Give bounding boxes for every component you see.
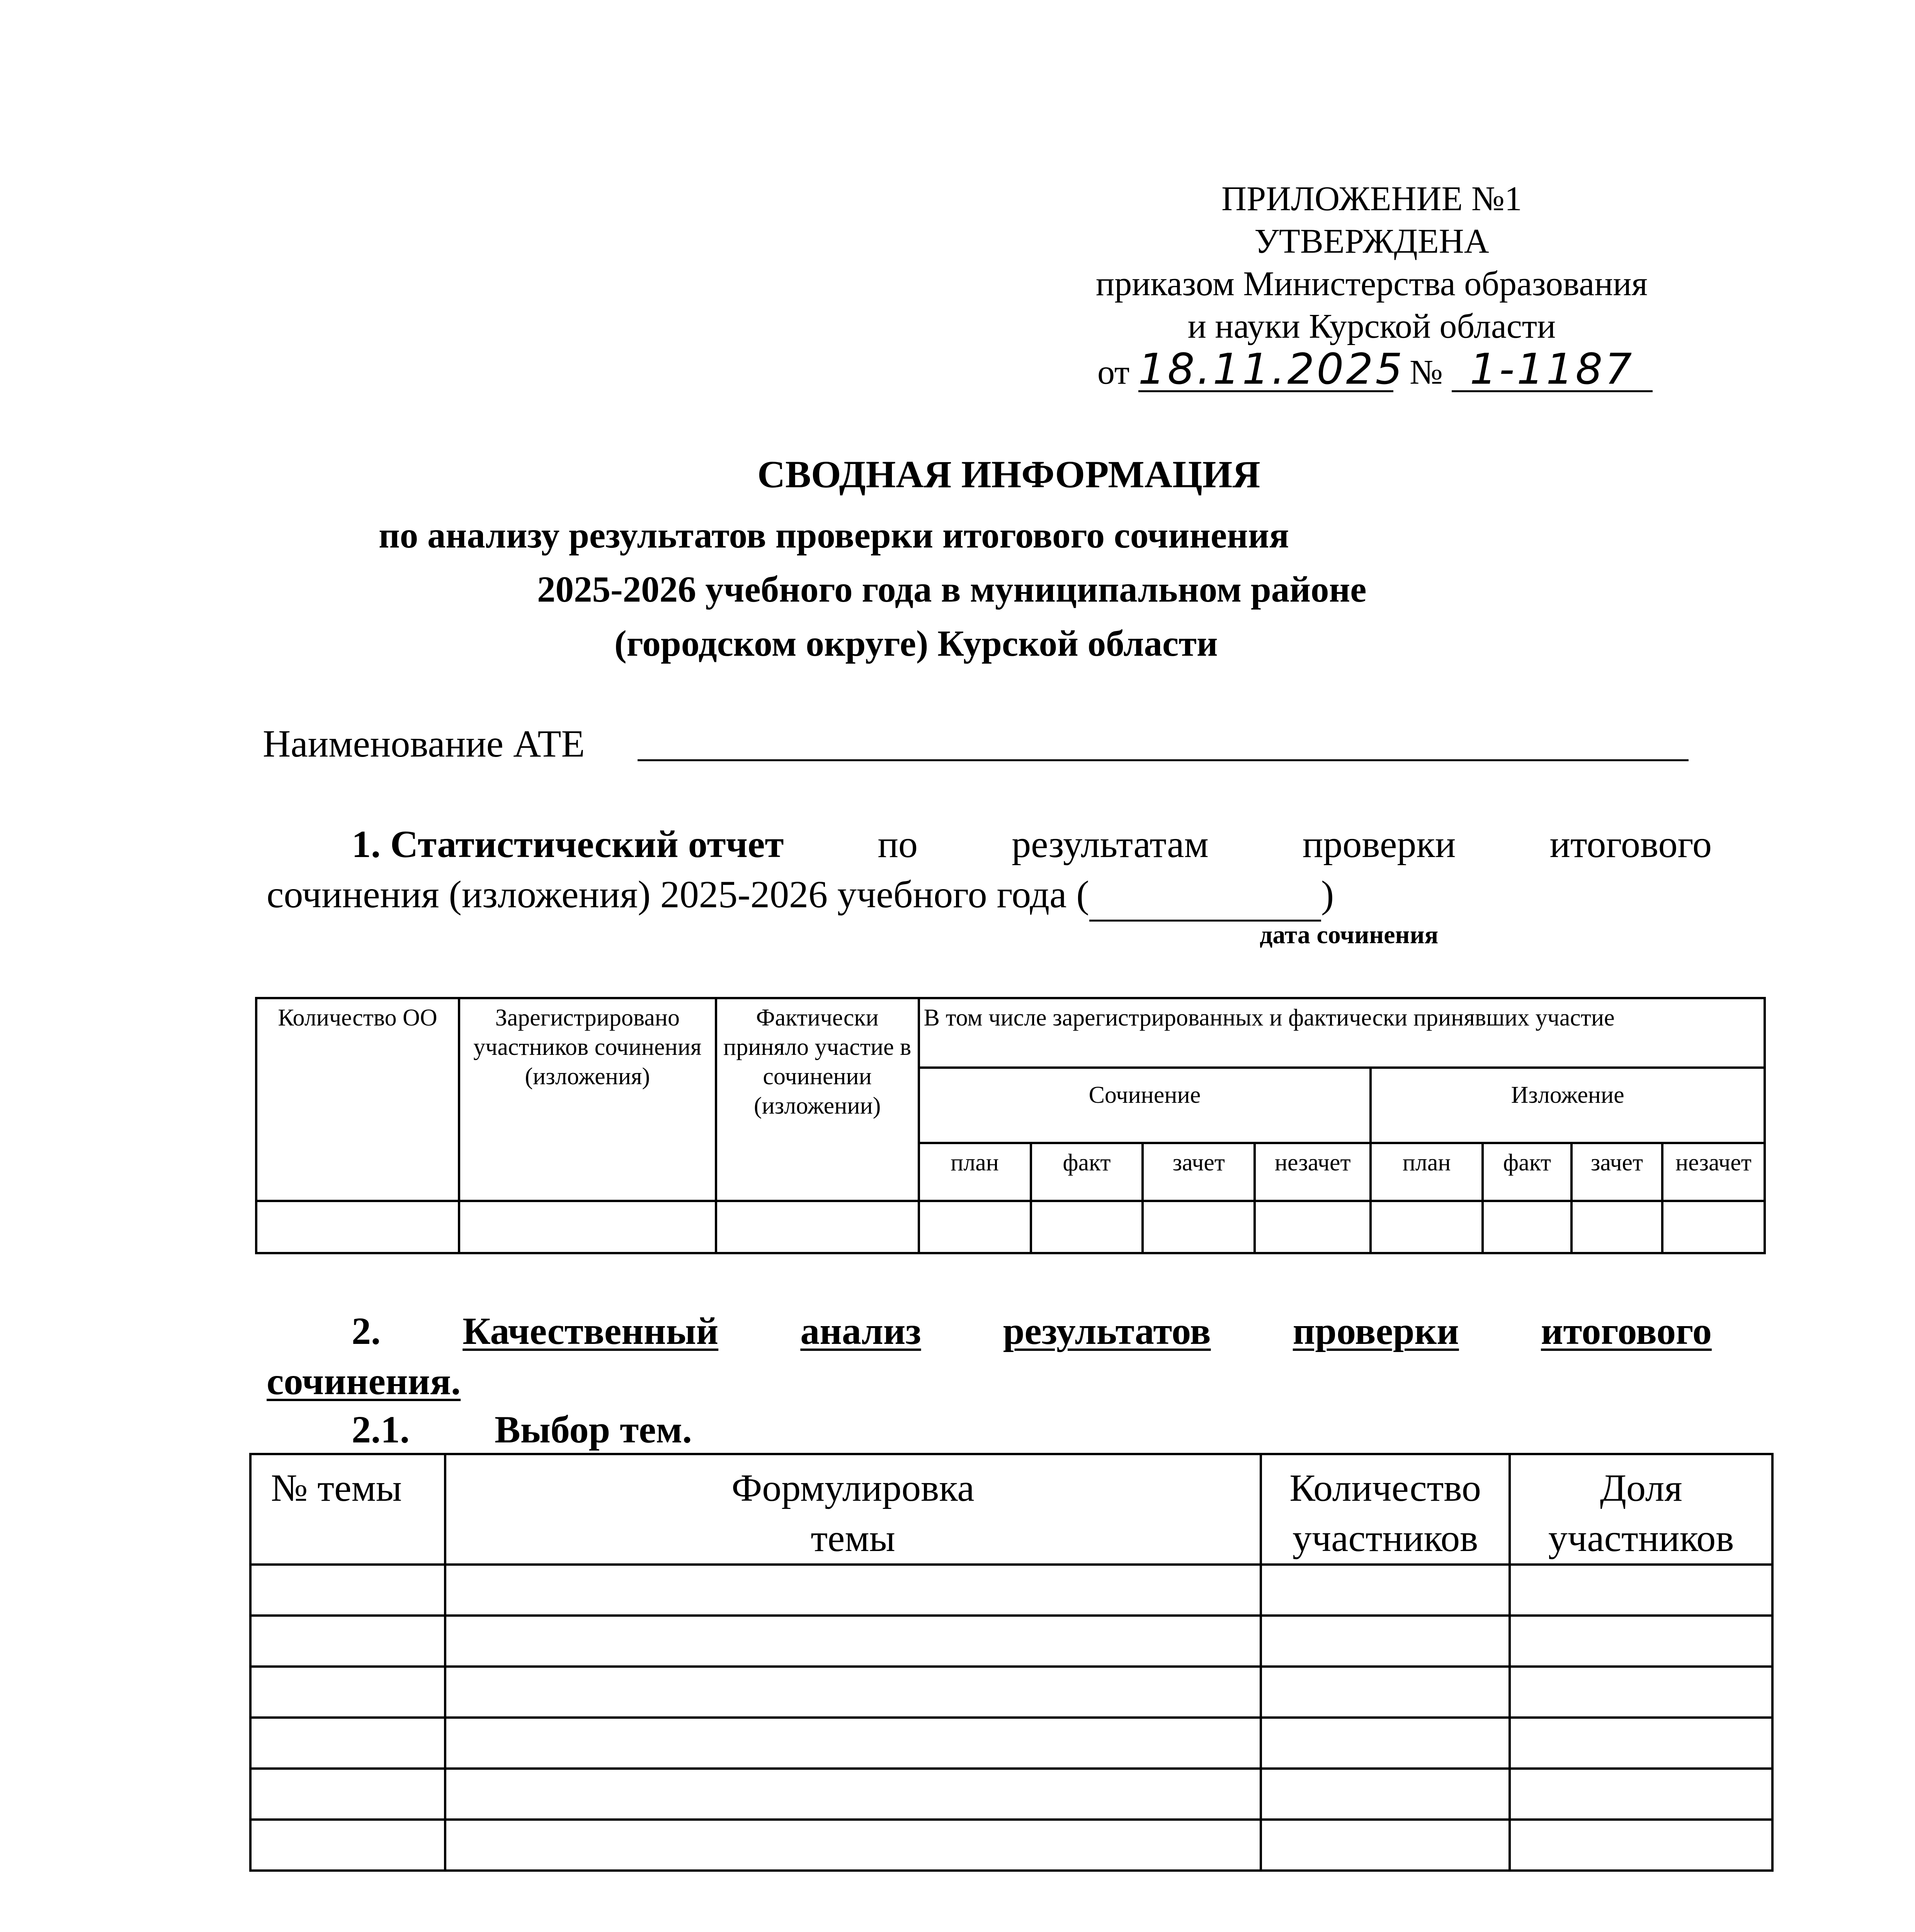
handwritten-number: 1-1187	[1452, 348, 1653, 392]
section2-word: анализ	[800, 1310, 921, 1352]
section1-word: проверки	[1302, 823, 1456, 866]
col-participated: Фактически приняло участие в сочинении (изложении)	[716, 998, 919, 1201]
approved-label: УТВЕРЖДЕНА	[1254, 222, 1489, 260]
section1-number: 1.	[352, 823, 381, 866]
section22-word	[1009, 1928, 1217, 1932]
col-topic-wording-text: Формулировка темы	[731, 1466, 975, 1560]
table-cell	[250, 1820, 445, 1871]
statistics-table	[255, 997, 1766, 1254]
table-cell	[445, 1820, 1261, 1871]
table-cell	[445, 1718, 1261, 1769]
table-cell	[919, 1201, 1031, 1253]
table-cell	[1261, 1769, 1510, 1820]
ate-label: Наименование АТЕ	[263, 722, 585, 765]
section2-line1	[267, 1306, 1712, 1356]
table-cell	[445, 1565, 1261, 1616]
section21-title: Выбор тем.	[495, 1408, 692, 1451]
table-cell	[1571, 1201, 1662, 1253]
table-cell	[1261, 1616, 1510, 1667]
table-cell	[445, 1616, 1261, 1667]
col-essay: Сочинение	[919, 1068, 1371, 1143]
table-cell	[716, 1201, 919, 1253]
table-row	[250, 1820, 1772, 1871]
subcol-plan: план	[1371, 1143, 1483, 1201]
table-cell	[1031, 1201, 1143, 1253]
subcol-fact: факт	[1031, 1143, 1143, 1201]
table-cell	[1483, 1201, 1571, 1253]
table-cell	[250, 1718, 445, 1769]
col-participant-count: Количество участников	[1261, 1454, 1510, 1565]
section2-word: Качественный	[463, 1310, 719, 1352]
table-cell	[1261, 1565, 1510, 1616]
section2-word: результатов	[1003, 1310, 1211, 1352]
table-cell	[250, 1769, 445, 1820]
table-cell	[250, 1616, 445, 1667]
section1-line1	[267, 819, 1712, 869]
appendix-label: ПРИЛОЖЕНИЕ №1	[1221, 180, 1522, 218]
table-cell	[445, 1667, 1261, 1718]
col-participant-share	[1510, 1454, 1772, 1565]
section22-word	[814, 1928, 935, 1932]
section2-word: итогового	[1541, 1310, 1712, 1352]
table-row	[250, 1667, 1772, 1718]
document-title: СВОДНАЯ ИНФОРМАЦИЯ	[757, 453, 1260, 496]
table-cell	[250, 1565, 445, 1616]
table-cell	[1261, 1820, 1510, 1871]
table-cell	[250, 1667, 445, 1718]
subcol-fail: незачет	[1662, 1143, 1765, 1201]
approval-block	[1043, 178, 1700, 348]
col-oo-count: Количество ОО	[256, 998, 459, 1201]
section1-word: по	[878, 823, 918, 866]
table-row	[250, 1616, 1772, 1667]
section1-word: результатам	[1012, 823, 1209, 866]
section22-word	[1695, 1928, 1712, 1932]
order-line-1: приказом Министерства образования	[1096, 265, 1648, 303]
section1-line2-text: сочинения (изложения) 2025-2026 учебного года (	[267, 873, 1089, 916]
order-line-2: и науки Курской области	[1187, 307, 1556, 345]
section2-word: проверки	[1293, 1310, 1459, 1352]
table-cell	[459, 1201, 716, 1253]
section22-word	[1387, 1928, 1620, 1932]
col-group-header: В том числе зарегистрированных и фактически принявших участие	[919, 998, 1765, 1068]
title-line-2: 2025-2026 учебного года в муниципальном районе	[537, 569, 1367, 610]
section22-word	[1292, 1928, 1313, 1932]
table-cell	[1510, 1616, 1772, 1667]
section22-number	[267, 1928, 410, 1932]
table-cell	[1510, 1769, 1772, 1820]
date-blank	[1089, 869, 1321, 922]
date-caption: дата сочинения	[1260, 921, 1439, 949]
table-row	[250, 1718, 1772, 1769]
table-cell	[445, 1769, 1261, 1820]
number-label: №	[1410, 353, 1443, 391]
col-topic-number: № темы	[250, 1454, 445, 1565]
section1-line2-end: )	[1321, 873, 1334, 916]
table-cell	[1143, 1201, 1255, 1253]
section2-number: 2.	[352, 1310, 381, 1352]
subcol-fact: факт	[1483, 1143, 1571, 1201]
col-registered: Зарегистрировано участников сочинения (изложения)	[459, 998, 716, 1201]
table-cell	[1510, 1820, 1772, 1871]
table-cell	[1510, 1565, 1772, 1616]
table-row	[250, 1565, 1772, 1616]
table-cell	[1510, 1718, 1772, 1769]
section2-line2: сочинения.	[267, 1360, 461, 1403]
topics-table	[249, 1453, 1774, 1872]
ate-fill-line	[638, 759, 1689, 761]
subcol-fail: незачет	[1255, 1143, 1371, 1201]
order-date-line	[1097, 344, 1653, 394]
col-participant-share-text: Доля участников	[1548, 1466, 1734, 1560]
col-topic-wording	[445, 1454, 1261, 1565]
title-line-1: по анализу результатов проверки итогового сочинения	[379, 515, 1289, 556]
subcol-pass: зачет	[1571, 1143, 1662, 1201]
col-exposition: Изложение	[1371, 1068, 1765, 1143]
section22-line1	[267, 1928, 1712, 1932]
table-row	[250, 1769, 1772, 1820]
table-cell	[1255, 1201, 1371, 1253]
table-cell	[1662, 1201, 1765, 1253]
table-cell	[1510, 1667, 1772, 1718]
section1-word: итогового	[1549, 823, 1712, 866]
section21-number: 2.1.	[352, 1408, 410, 1451]
handwritten-date: 18.11.2025	[1138, 344, 1405, 394]
table-cell	[1261, 1667, 1510, 1718]
table-row	[256, 1201, 1765, 1253]
subcol-plan: план	[919, 1143, 1031, 1201]
table-cell	[256, 1201, 459, 1253]
subcol-pass: зачет	[1143, 1143, 1255, 1201]
from-label: от	[1097, 353, 1130, 391]
section22-word	[484, 1928, 740, 1932]
table-cell	[1261, 1718, 1510, 1769]
title-line-3: (городском округе) Курской области	[614, 623, 1218, 664]
table-cell	[1371, 1201, 1483, 1253]
section1-bold-text: Статистический отчет	[390, 823, 784, 866]
section1-heading	[267, 819, 784, 869]
section1-line2	[267, 869, 1334, 922]
